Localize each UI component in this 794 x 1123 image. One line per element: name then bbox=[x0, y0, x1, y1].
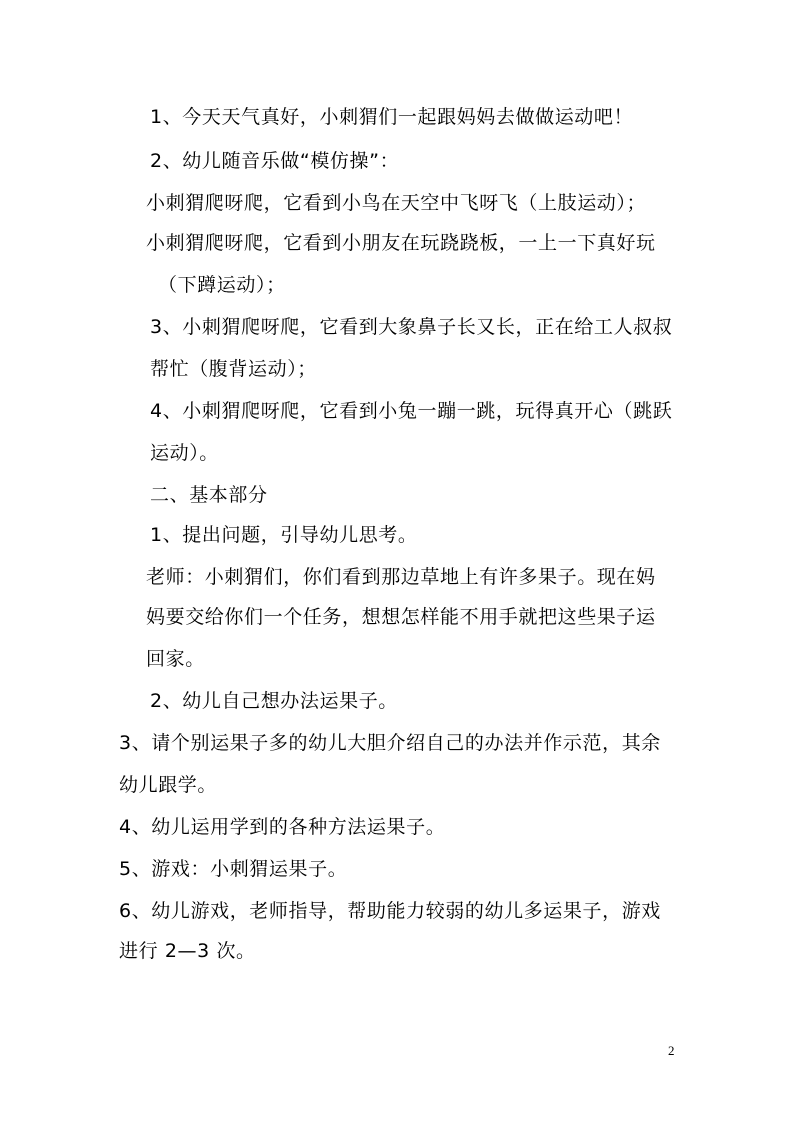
text-line: 妈要交给你们一个任务，想想怎样能不用手就把这些果子运 bbox=[146, 606, 656, 628]
text-line: 4、幼儿运用学到的各种方法运果子。 bbox=[119, 816, 446, 838]
text-line: 进行 2—3 次。 bbox=[119, 940, 256, 962]
text-line: 1、提出问题，引导幼儿思考。 bbox=[150, 524, 418, 546]
text-line: 运动）。 bbox=[150, 442, 219, 464]
text-line: 老师：小刺猬们，你们看到那边草地上有许多果子。现在妈 bbox=[146, 566, 656, 588]
text-line: 小刺猬爬呀爬，它看到小鸟在天空中飞呀飞（上肢运动）； bbox=[146, 192, 647, 214]
section-heading: 二、基本部分 bbox=[150, 484, 268, 506]
text-line: 1、今天天气真好，小刺猬们一起跟妈妈去做做运动吧！ bbox=[150, 106, 634, 128]
page-number: 2 bbox=[668, 1043, 675, 1058]
text-line: （下蹲运动）； bbox=[158, 274, 286, 296]
text-line: 5、游戏：小刺猬运果子。 bbox=[119, 858, 348, 880]
text-line: 回家。 bbox=[146, 648, 205, 670]
text-line: 2、幼儿随音乐做“模仿操”： bbox=[150, 150, 400, 172]
text-line: 小刺猬爬呀爬，它看到小朋友在玩跷跷板，一上一下真好玩 bbox=[146, 232, 656, 254]
text-line: 3、小刺猬爬呀爬，它看到大象鼻子长又长，正在给工人叔叔 bbox=[150, 316, 673, 338]
text-line: 2、幼儿自己想办法运果子。 bbox=[150, 690, 398, 712]
text-line: 帮忙（腹背运动）； bbox=[150, 358, 317, 380]
text-line: 4、小刺猬爬呀爬，它看到小兔一蹦一跳，玩得真开心（跳跃 bbox=[150, 400, 673, 422]
text-line: 3、请个别运果子多的幼儿大胆介绍自己的办法并作示范，其余 bbox=[119, 732, 661, 754]
text-line: 幼儿跟学。 bbox=[119, 774, 218, 796]
text-line: 6、幼儿游戏，老师指导，帮助能力较弱的幼儿多运果子，游戏 bbox=[119, 900, 661, 922]
